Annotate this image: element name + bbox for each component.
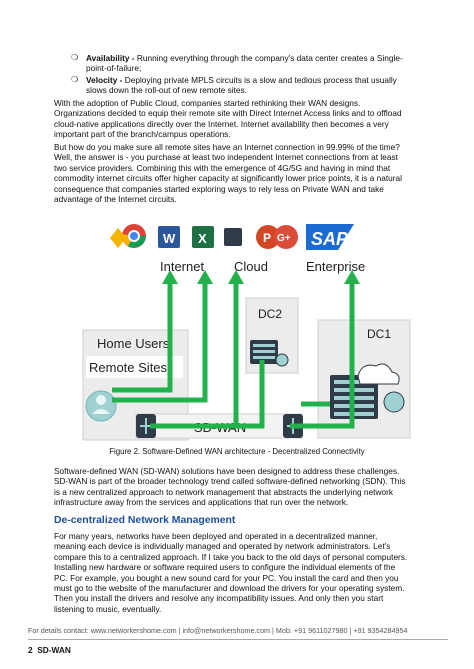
- footer-divider: [28, 639, 448, 640]
- section-heading: De-centralized Network Management: [54, 515, 236, 526]
- google-plus-icon: [274, 225, 298, 249]
- footer-contact: For details contact: www.networkershome.com | info@networkershome.com | Mob: +91 9611027980 | +91 9354284954: [28, 626, 408, 635]
- sap-logo: [306, 224, 354, 250]
- page-footer: [28, 645, 71, 655]
- chrome-icon: [122, 224, 146, 248]
- excel-icon: [192, 226, 214, 248]
- paragraph: But how do you make sure all remote sites have an Internet connection in 99.99% of the time? Well, the answer is - you purchase at least two independent Internet connections from at least two service providers. Combining this with the emergence of 4G/5G and having in mind that commodity internet circuits offer higher capacity at significantly lower price points, it is a natural consequence that companies started exploring ways to rely less on Private WAN and take advantage of the Internet circuits.: [54, 142, 403, 205]
- bullet-term: Velocity -: [86, 75, 123, 85]
- sdwan-label: SD-WAN: [193, 420, 247, 435]
- svg-text:W: W: [163, 231, 176, 246]
- paragraph: With the adoption of Public Cloud, companies started rethinking their WAN designs. Organizations decided to equip their remote site with Direct Internet Access links and to offload cloud-native applications directly over the Internet. Internet availability then becomes a very important part of the branch/campus operations.: [54, 98, 402, 140]
- bullet-text: point-of-failure;: [86, 63, 142, 74]
- internet-label: Internet: [160, 259, 205, 274]
- bullet-term: Availability -: [86, 53, 135, 63]
- cloud-label: Cloud: [234, 259, 268, 274]
- svg-text:SAP: SAP: [311, 229, 349, 249]
- enterprise-label: Enterprise: [306, 259, 366, 274]
- section-name: SD-WAN: [37, 645, 71, 655]
- paragraph: For many years, networks have been deployed and operated in a decentralized manner, meaning each device is individually managed and operated by network administrators. Let's compare this to a centralized approach. If I take you back to the old days of personal computers. Installing new hardware or software required users to configure the individual elements of the PC. For example, you bought a new sound card for your PC. You install the card and then you must go to the website of the manufacturer and download the drivers for your operating system. Then you install the drivers and resolve any incompatibility issues. And only then you start listening to music, eventually.: [54, 531, 408, 614]
- bullet-circle-icon: ❍: [71, 75, 79, 84]
- home-users-label: Home Users: [97, 336, 170, 351]
- bullet-text: slows down the roll-out of new remote sites.: [86, 85, 247, 96]
- figure-caption: Figure 2. Software-Defined WAN architecture - Decentralized Connectivity: [109, 447, 365, 456]
- bullet-circle-icon: ❍: [71, 53, 79, 62]
- remote-sites-label: Remote Sites: [89, 360, 168, 375]
- page-number: 2: [28, 645, 33, 655]
- word-icon: [158, 226, 180, 248]
- teams-icon: [224, 228, 242, 246]
- paragraph: Software-defined WAN (SD-WAN) solutions have been designed to address these challenges. SD-WAN is part of the broader technology trend called software-defined networking (SDN). This is a new centralized approach to network management that abstracts the underlying network infrastructure away from the services and applications that run over the network.: [54, 466, 406, 508]
- bullet-text: Running everything through the company's data center creates a Single-: [134, 53, 403, 63]
- bullet-text: Deploying private MPLS circuits is a slow and tedious process that usually: [122, 75, 397, 85]
- dc2-label: DC2: [258, 307, 283, 321]
- svg-text:P: P: [263, 231, 272, 245]
- dc1-label: DC1: [367, 327, 392, 341]
- svg-text:X: X: [198, 231, 207, 246]
- svg-text:G+: G+: [277, 233, 291, 244]
